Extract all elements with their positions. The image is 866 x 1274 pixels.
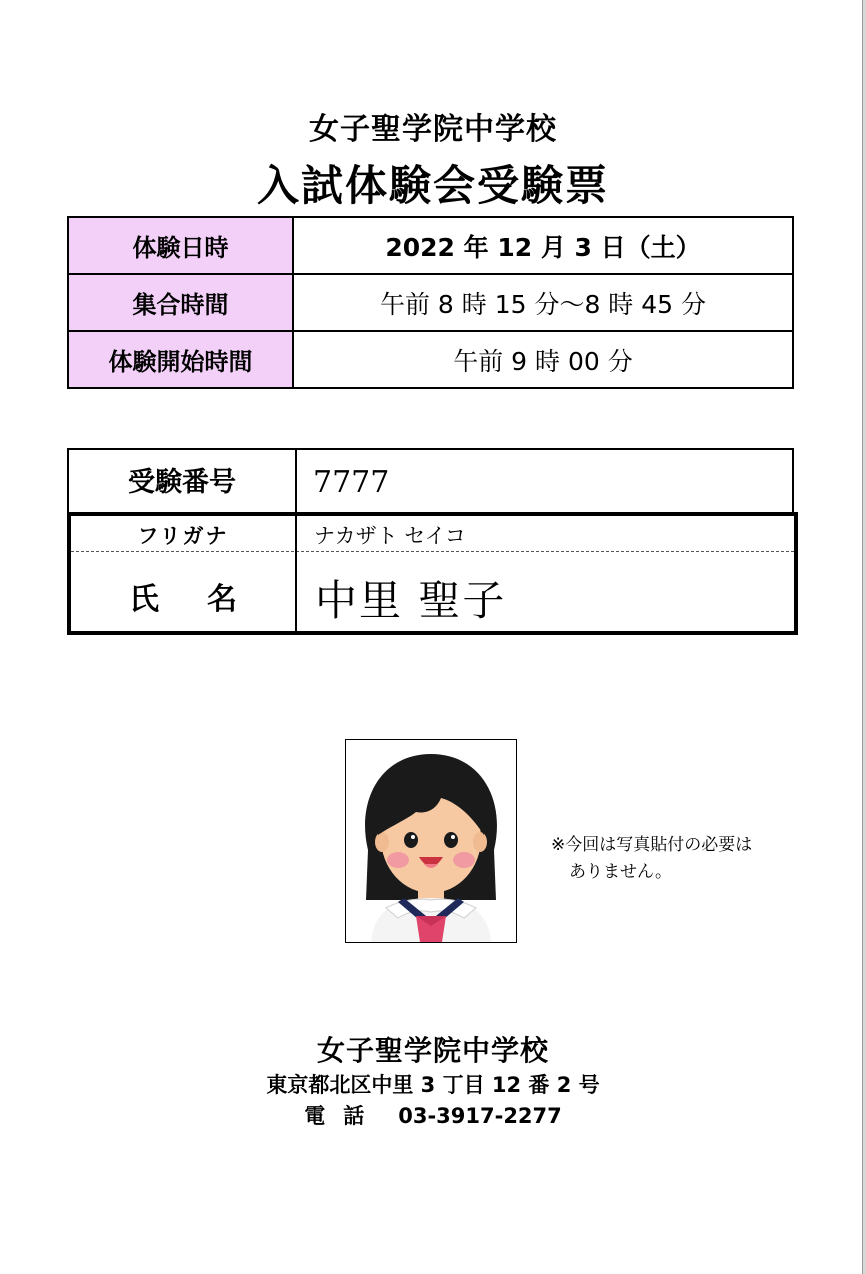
photo-note-line1: ※今回は写真貼付の必要は	[551, 835, 753, 855]
school-name-header: 女子聖学院中学校	[309, 112, 557, 147]
name-box	[67, 512, 798, 635]
schedule-table	[67, 216, 794, 389]
student-avatar-icon	[346, 740, 516, 942]
schedule-value: 午前 8 時 15 分～8 時 45 分	[293, 274, 793, 331]
schedule-row-start	[68, 331, 793, 388]
dashed-divider	[71, 551, 794, 552]
schedule-row-gathering	[68, 274, 793, 331]
telephone-number: 03-3917-2277	[398, 1104, 562, 1128]
telephone-label: 電話	[304, 1104, 383, 1128]
name-label: 氏名	[129, 582, 285, 617]
footer-school-name: 女子聖学院中学校	[316, 1034, 549, 1067]
divider	[295, 516, 297, 631]
schedule-row-date	[68, 217, 793, 274]
exam-number-value: 7777	[313, 465, 390, 500]
divider	[295, 450, 297, 515]
schedule-value: 2022 年 12 月 3 日（土）	[293, 217, 793, 274]
photo-frame	[345, 739, 517, 943]
photo-note	[551, 832, 752, 886]
furigana-label: フリガナ	[137, 524, 229, 548]
exam-number-box	[67, 448, 794, 513]
photo-note-line2: ありません。	[569, 862, 673, 882]
exam-number-label: 受験番号	[128, 467, 236, 498]
schedule-label: 体験日時	[68, 217, 293, 274]
schedule-label: 体験開始時間	[68, 331, 293, 388]
schedule-label: 集合時間	[68, 274, 293, 331]
name-value: 中里 聖子	[315, 576, 507, 625]
footer-telephone	[0, 1100, 866, 1130]
document-title: 入試体験会受験票	[256, 161, 609, 210]
schedule-value: 午前 9 時 00 分	[293, 331, 793, 388]
footer-address: 東京都北区中里 3 丁目 12 番 2 号	[266, 1073, 600, 1097]
furigana-value: ナカザト セイコ	[314, 524, 466, 548]
